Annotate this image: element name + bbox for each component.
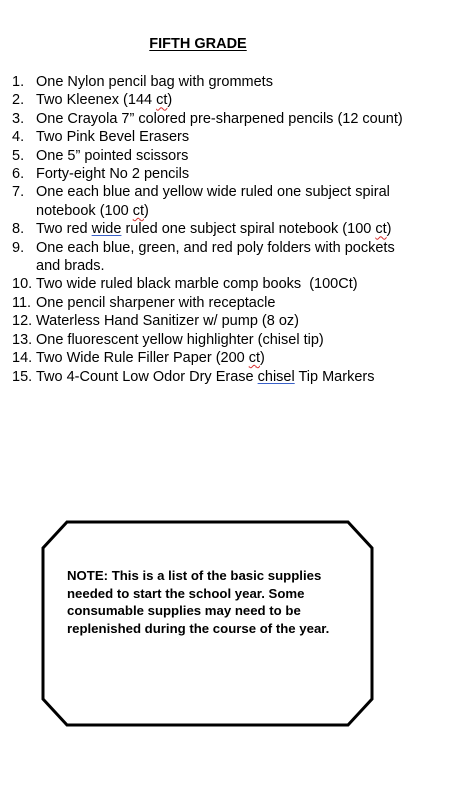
list-item-text — [36, 73, 273, 91]
spelling-flag-text: ct — [132, 202, 145, 219]
list-item — [12, 91, 442, 109]
list-item-text-part: Two wide ruled black marble comp books (100Ct) — [36, 276, 358, 293]
list-item-number: 7. — [12, 184, 25, 201]
page-title: FIFTH GRADE — [149, 36, 247, 52]
list-item-number: 3. — [12, 110, 25, 127]
list-item-text — [36, 128, 189, 146]
list-item-text-part: Waterless Hand Sanitizer w/ pump (8 oz) — [36, 313, 299, 330]
note-text: NOTE: This is a list of the basic supplies needed to start the school year. Some consumable supplies may need to be replenished during the course of the year. — [67, 568, 330, 636]
list-item-number: 10. — [12, 276, 33, 293]
list-item — [12, 331, 442, 349]
list-item-text-part: One Nylon pencil bag with grommets — [36, 74, 273, 90]
spelling-flag-text: ct — [156, 92, 168, 109]
note-box — [41, 520, 374, 727]
list-item — [12, 275, 442, 293]
list-item-text — [36, 91, 172, 109]
list-item — [12, 349, 442, 367]
list-item-text — [36, 349, 265, 367]
list-item-text — [36, 239, 408, 276]
list-item-text-part: Tip Markers — [294, 368, 375, 385]
list-item-text — [36, 331, 324, 349]
list-item-number: 8. — [12, 221, 25, 238]
list-item-text-part: Two Wide Rule Filler Paper (200 — [36, 350, 249, 367]
list-item-text-part: Two red — [36, 221, 92, 238]
list-item-number: 12. — [12, 313, 33, 330]
spelling-flag-text: ct — [375, 221, 387, 238]
list-item-text — [36, 368, 374, 386]
list-item-text-part: ) — [260, 350, 265, 367]
grammar-flag-text: chisel — [257, 368, 295, 385]
list-item-text — [36, 275, 358, 293]
list-item — [12, 239, 442, 276]
list-item-number: 13. — [12, 331, 33, 348]
list-item — [12, 110, 442, 128]
list-item-text-part: One Crayola 7” colored pre-sharpened pencils (12 count) — [36, 110, 403, 127]
list-item-text-part: Forty-eight No 2 pencils — [36, 166, 190, 183]
list-item-number: 14. — [12, 350, 33, 367]
list-item — [12, 183, 442, 220]
list-item-text-part: Two Pink Bevel Erasers — [36, 129, 190, 146]
list-item-text-part: ) — [167, 92, 173, 109]
list-item-number: 1. — [12, 74, 25, 90]
list-item-text-part: One each blue and yellow wide ruled one subject spiral notebook (100 — [36, 184, 390, 219]
list-item-number: 4. — [12, 129, 25, 146]
list-item-text — [36, 312, 299, 330]
list-item-text-part: ruled one subject spiral notebook (100 — [121, 221, 376, 238]
list-item — [12, 368, 442, 386]
list-item-number: 2. — [12, 92, 25, 109]
list-item-text — [36, 220, 391, 238]
list-item-text — [36, 183, 408, 220]
list-item — [12, 312, 442, 330]
supply-list — [12, 73, 442, 386]
list-item-text — [36, 147, 188, 165]
list-item — [12, 128, 442, 146]
list-item — [12, 147, 442, 165]
list-item-text-part: One 5” pointed scissors — [36, 147, 189, 164]
list-item-text-part: Two Kleenex (144 — [36, 92, 157, 109]
list-item-text-part: Two 4-Count Low Odor Dry Erase — [36, 368, 258, 385]
list-item-text-part: ) — [386, 221, 392, 238]
list-item — [12, 294, 442, 312]
list-item — [12, 165, 442, 183]
list-item-text — [36, 165, 189, 183]
list-item-number: 11. — [12, 294, 32, 311]
list-item-number: 5. — [12, 147, 25, 164]
spelling-flag-text: ct — [248, 350, 261, 367]
list-item-number: 6. — [12, 166, 25, 183]
list-item-text-part: One pencil sharpener with receptacle — [36, 294, 276, 311]
list-item-text-part: One each blue, green, and red poly folders with pockets and brads. — [36, 239, 395, 275]
grammar-flag-text: wide — [91, 221, 122, 238]
list-item-number: 9. — [12, 239, 25, 256]
list-item-number: 15. — [12, 368, 33, 385]
list-item-text — [36, 294, 275, 312]
list-item-text — [36, 110, 403, 128]
list-item — [12, 220, 442, 238]
list-item — [12, 73, 442, 91]
list-item-text-part: ) — [144, 202, 149, 219]
list-item-text-part: One fluorescent yellow highlighter (chisel tip) — [36, 331, 324, 348]
